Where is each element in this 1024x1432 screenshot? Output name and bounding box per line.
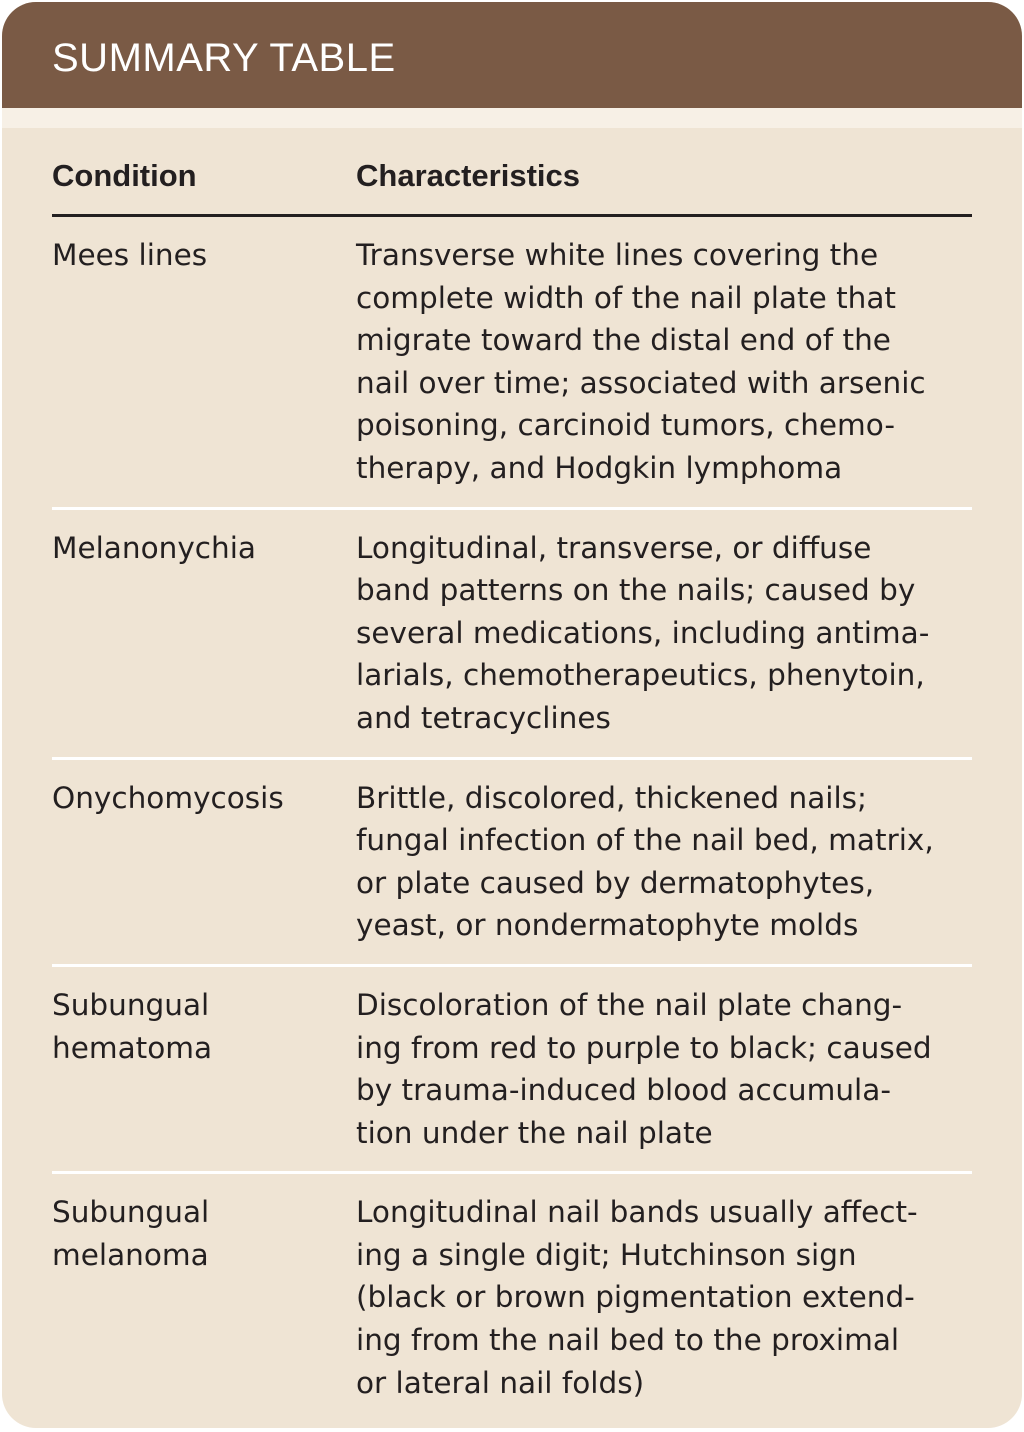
condition-cell: Subungual hematoma xyxy=(52,987,213,1065)
table-row xyxy=(52,1174,972,1421)
characteristics-cell: Transverse white lines covering the complete width of the nail plate that migrate toward the distal end of the nail over time; associated with arsenic poisoning, carcinoid tumors, chemo- therapy, and Hodgkin lymphoma xyxy=(356,238,926,485)
characteristics-cell: Discoloration of the nail plate chang- ing from red to purple to black; caused by trauma-induced blood accumula- tion under the nail plate xyxy=(356,987,932,1150)
condition-cell: Mees lines xyxy=(52,238,208,272)
summary-table xyxy=(52,152,972,1421)
characteristics-cell: Brittle, discolored, thickened nails; fungal infection of the nail bed, matrix, or plate caused by dermatophytes, yeast, or nondermatophyte molds xyxy=(356,780,934,943)
column-header-characteristics: Characteristics xyxy=(356,158,581,193)
table-row xyxy=(52,760,972,967)
header-bar xyxy=(2,2,1022,108)
condition-cell: Onychomycosis xyxy=(52,780,284,815)
table-row xyxy=(52,967,972,1174)
characteristics-cell: Longitudinal nail bands usually affect- ing a single digit; Hutchinson sign (black or brown pigmentation extend- ing from the nail bed to the proximal or lateral nail folds) xyxy=(356,1195,918,1400)
summary-table-card xyxy=(2,2,1022,1428)
condition-cell: Melanonychia xyxy=(52,530,256,565)
header-divider-strip xyxy=(2,108,1022,128)
table-row xyxy=(52,510,972,760)
condition-cell: Subungual melanoma xyxy=(52,1195,210,1272)
table-row xyxy=(52,217,972,510)
table-header-row xyxy=(52,152,972,217)
column-header-condition: Condition xyxy=(52,158,197,193)
table-title: SUMMARY TABLE xyxy=(52,36,396,80)
characteristics-cell: Longitudinal, transverse, or diffuse band patterns on the nails; caused by several medications, including antima- larials, chemotherapeutics, phenytoin, and tetracyclines xyxy=(356,530,930,735)
